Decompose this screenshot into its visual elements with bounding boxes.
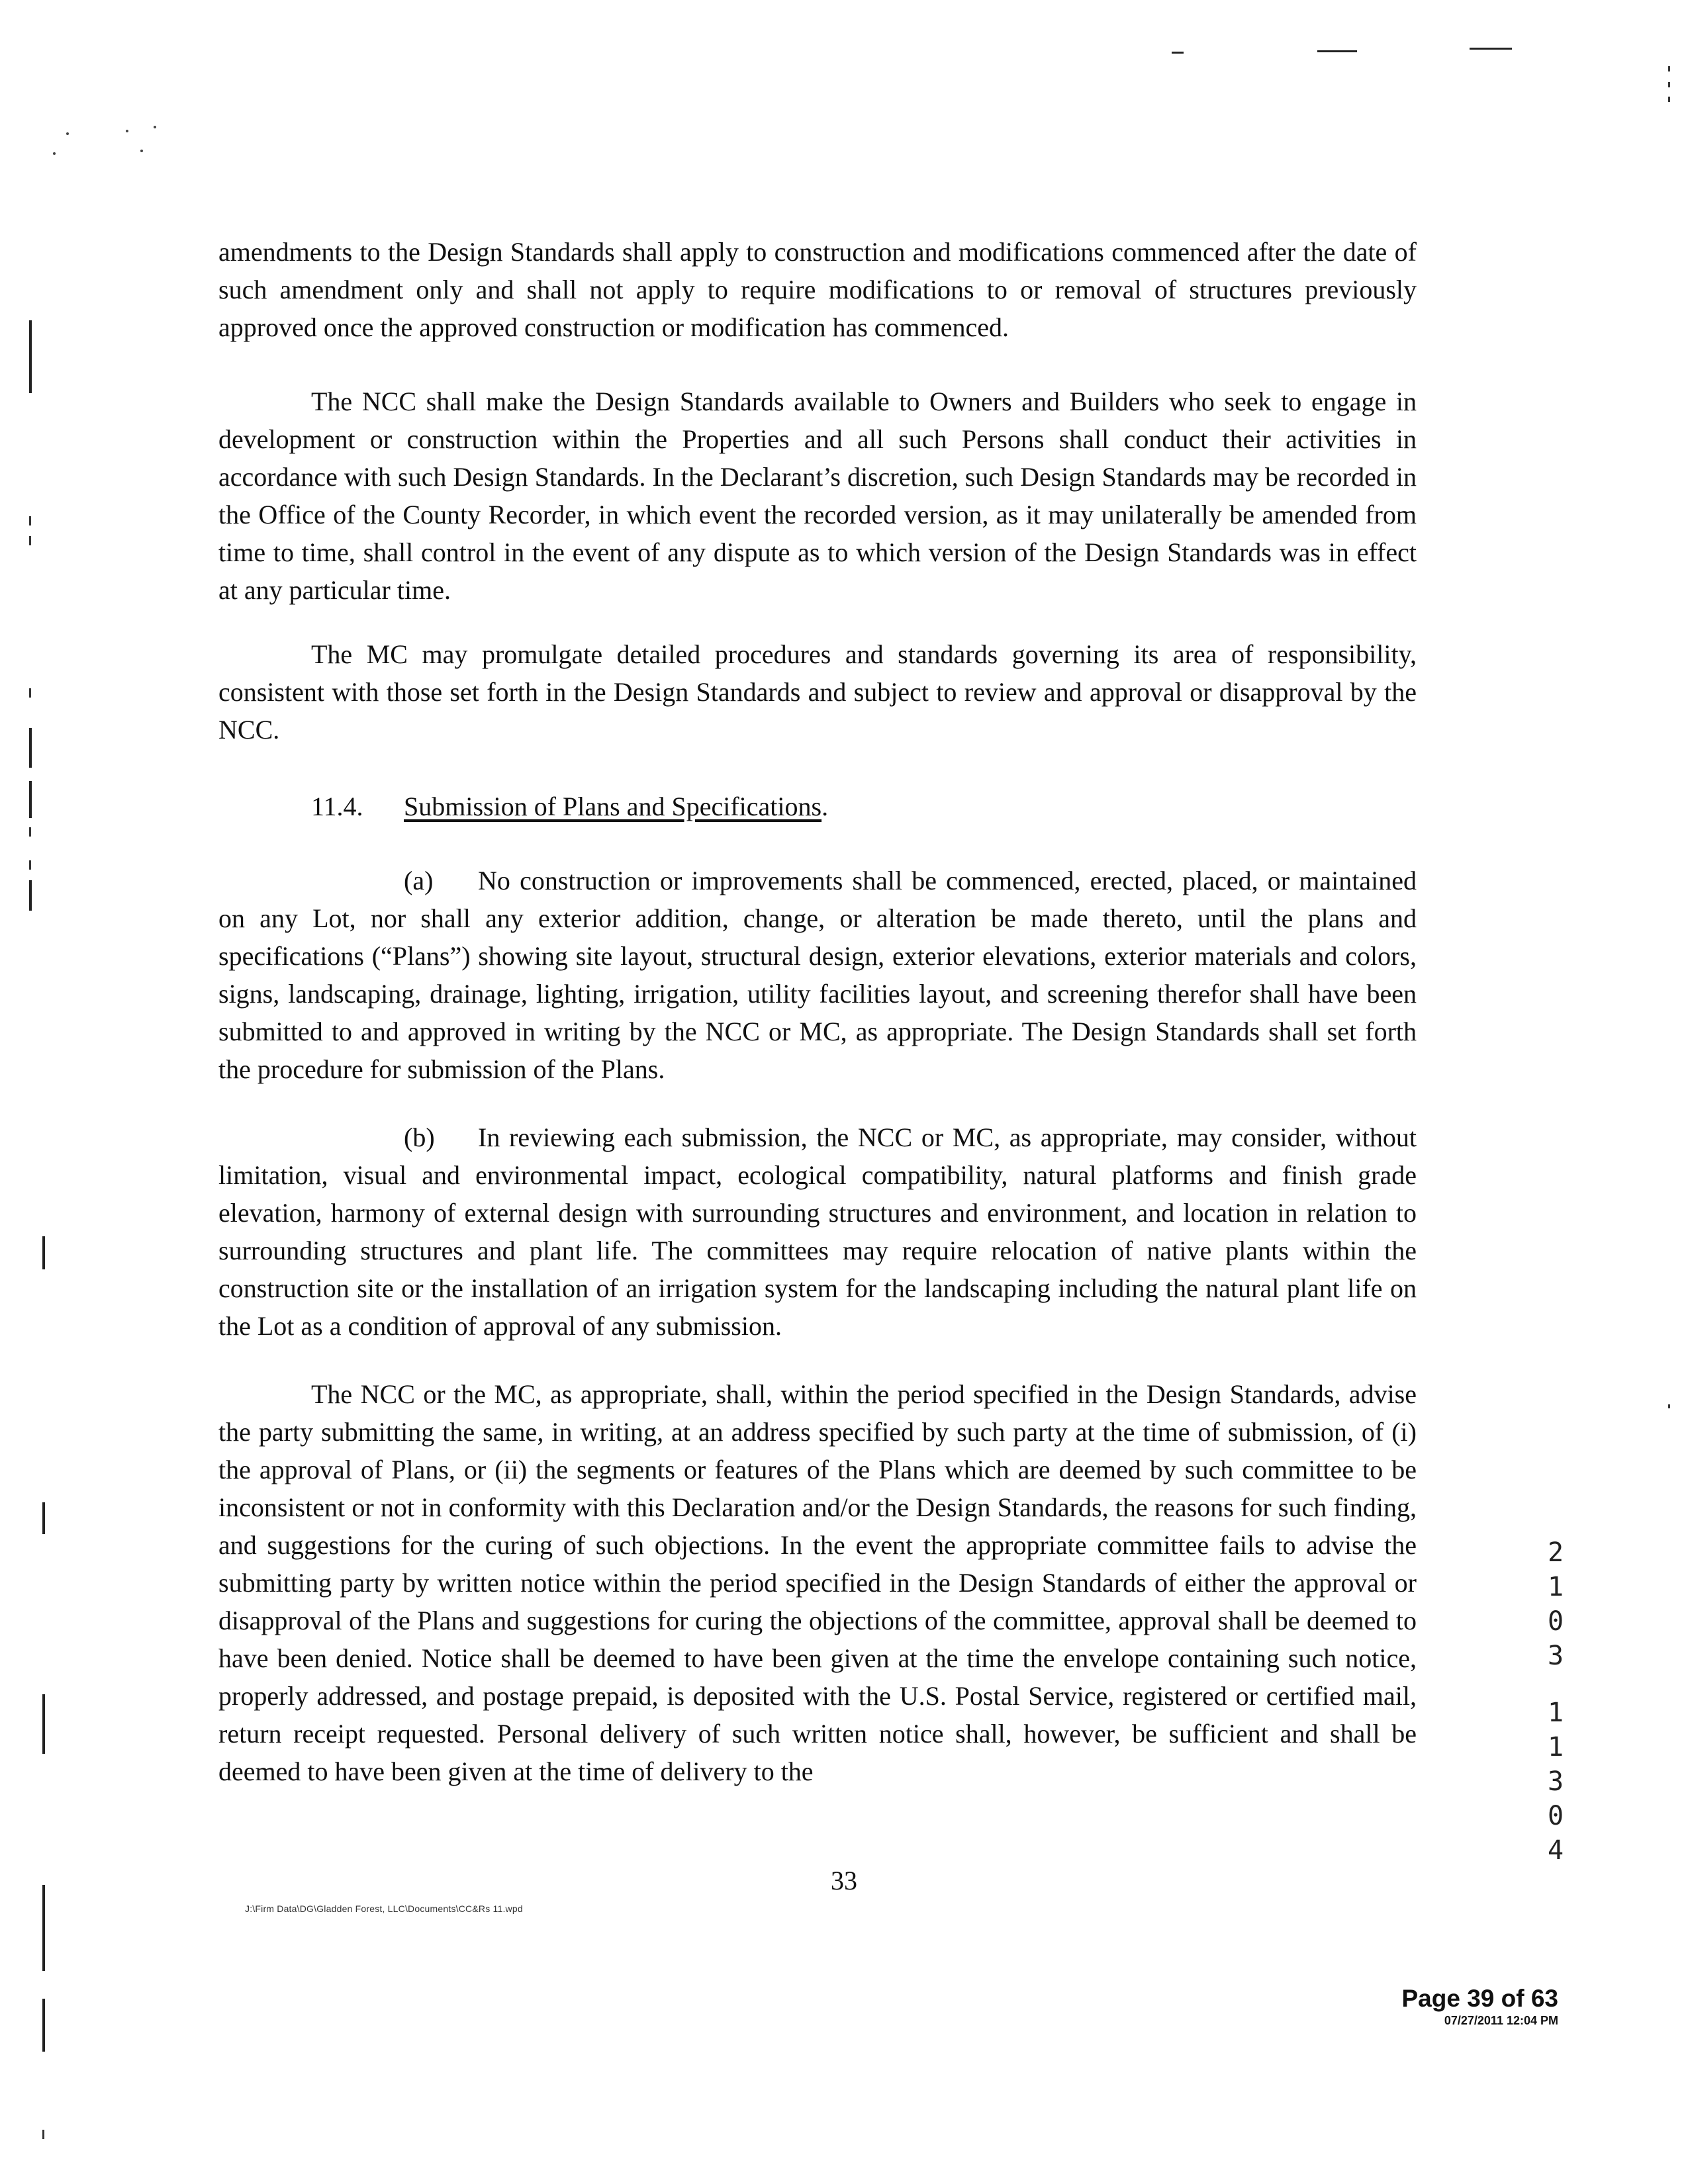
section-number: 11.4. <box>311 792 363 821</box>
recording-stamp <box>1401 1984 1558 2028</box>
document-number-digit: 4 <box>1547 1835 1564 1866</box>
scan-speck <box>53 152 56 155</box>
recording-timestamp: 07/27/2011 12:04 PM <box>1444 2014 1558 2027</box>
scan-mark <box>1470 48 1512 50</box>
margin-bar <box>42 1236 45 1269</box>
document-number-vertical <box>1536 1535 1575 1868</box>
document-number-digit: 0 <box>1547 1801 1564 1831</box>
margin-bar <box>29 880 32 911</box>
margin-bar <box>42 1999 45 2052</box>
margin-mark <box>29 860 31 870</box>
file-path-footer: J:\Firm Data\DG\Gladden Forest, LLC\Documents\CC&Rs 11.wpd <box>245 1903 523 1914</box>
subsection-a-text: No construction or improvements shall be commenced, erected, placed, or maintained on any Lot, nor shall any exterior addition, change, or alteration be made thereto, until the plans and specifications (“Plans”) showing site layout, structural design, exterior elevations, exterior materials and colors, signs, landscaping, drainage, lighting, irrigation, utility facilities layout, and screening therefor shall have been submitted to and approved in writing by the NCC or MC, as appropriate. The Design Standards shall set forth the procedure for submission of the Plans. <box>218 866 1417 1084</box>
margin-mark <box>29 688 31 698</box>
margin-bar <box>29 781 32 818</box>
document-number-digit: 3 <box>1547 1641 1564 1671</box>
section-title-period: . <box>821 792 829 821</box>
digit-gap <box>1536 1673 1575 1696</box>
paragraph-committee-advice: The NCC or the MC, as appropriate, shall, within the period specified in the Design Standards, advise the party submitting the same, in writing, at an address specified by such party at the time of submission, of (i) the approval of Plans, or (ii) the segments or features of the Plans which are deemed by such committee to be inconsistent or not in conformity with this Declaration and/or the Design Standards, the reasons for such finding, and suggestions for the curing of such objections. In the event the appropriate committee fails to advise the submitting party by written notice within the period specified in the Design Standards of either the approval or disapproval of the Plans and suggestions for curing the objections of the committee, approval shall be deemed to have been denied. Notice shall be deemed to have been given at the time the envelope containing such notice, properly addressed, and postage prepaid, is deposited with the U.S. Postal Service, registered or certified mail, return receipt requested. Personal delivery of such written notice shall, however, be sufficient and shall be deemed to have been given at the time of delivery to the <box>218 1379 1417 1786</box>
document-number-digit: 1 <box>1547 1572 1564 1602</box>
subsection-b-text: In reviewing each submission, the NCC or MC, as appropriate, may consider, without limitation, visual and environmental impact, ecological compatibility, natural platforms and finish grade elevation, harmony of external design with surrounding structures and environment, and location in relation to surrounding structures and plant life. The committees may require relocation of native plants within the construction site or the installation of an irrigation system for the landscaping including the natural plant life on the Lot as a condition of approval of any submission. <box>218 1122 1417 1341</box>
subsection-b <box>218 1118 1417 1345</box>
paragraph-mc-procedures: The MC may promulgate detailed procedures and standards governing its area of responsibility, consistent with those set forth in the Design Standards and subject to review and approval or disapproval by the NCC. <box>218 639 1417 745</box>
recording-page-count: Page 39 of 63 <box>1401 1985 1558 2012</box>
page-number: 33 <box>831 1866 857 1895</box>
subsection-a-label: (a) <box>404 866 434 895</box>
section-title: Submission of Plans and Specifications <box>404 792 822 821</box>
document-number-digit: 2 <box>1547 1537 1564 1568</box>
subsection-b-label: (b) <box>404 1122 435 1152</box>
document-number-digit: 3 <box>1547 1766 1564 1797</box>
margin-mark <box>42 2130 44 2139</box>
document-number-digit: 0 <box>1547 1606 1564 1637</box>
margin-mark <box>29 536 31 545</box>
margin-bar <box>29 728 32 768</box>
scan-speck <box>140 150 143 152</box>
margin-bar <box>42 1502 45 1534</box>
paragraph-design-standards-amendments: amendments to the Design Standards shall apply to construction and modifications commenced after the date of such amendment only and shall not apply to require modifications to or removal of structures previously approved once the approved construction or modification has commenced. <box>218 237 1417 342</box>
margin-mark <box>29 827 31 837</box>
section-heading <box>311 788 828 825</box>
margin-mark <box>1668 66 1670 71</box>
margin-mark <box>1668 1404 1670 1408</box>
margin-mark <box>1668 82 1670 87</box>
margin-bar <box>42 1885 45 1971</box>
margin-bar <box>42 1694 45 1754</box>
margin-mark <box>1668 97 1670 102</box>
scan-mark <box>1317 50 1357 52</box>
subsection-a <box>218 862 1417 1088</box>
scan-speck <box>126 130 128 132</box>
paragraph-ncc-design-standards: The NCC shall make the Design Standards available to Owners and Builders who seek to engage in development or construction within the Properties and all such Persons shall conduct their activities in accordance with such Design Standards. In the Declarant’s discretion, such Design Standards may be recorded in the Office of the County Recorder, in which event the recorded version, as it may unilaterally be amended from time to time, shall control in the event of any dispute as to which version of the Design Standards was in effect at any particular time. <box>218 387 1417 605</box>
scan-mark <box>1172 52 1184 54</box>
scan-speck <box>154 126 156 128</box>
scan-speck <box>66 132 69 135</box>
document-number-digit: 1 <box>1547 1698 1564 1728</box>
margin-bar <box>29 320 32 393</box>
margin-mark <box>29 516 31 525</box>
document-number-digit: 1 <box>1547 1732 1564 1762</box>
